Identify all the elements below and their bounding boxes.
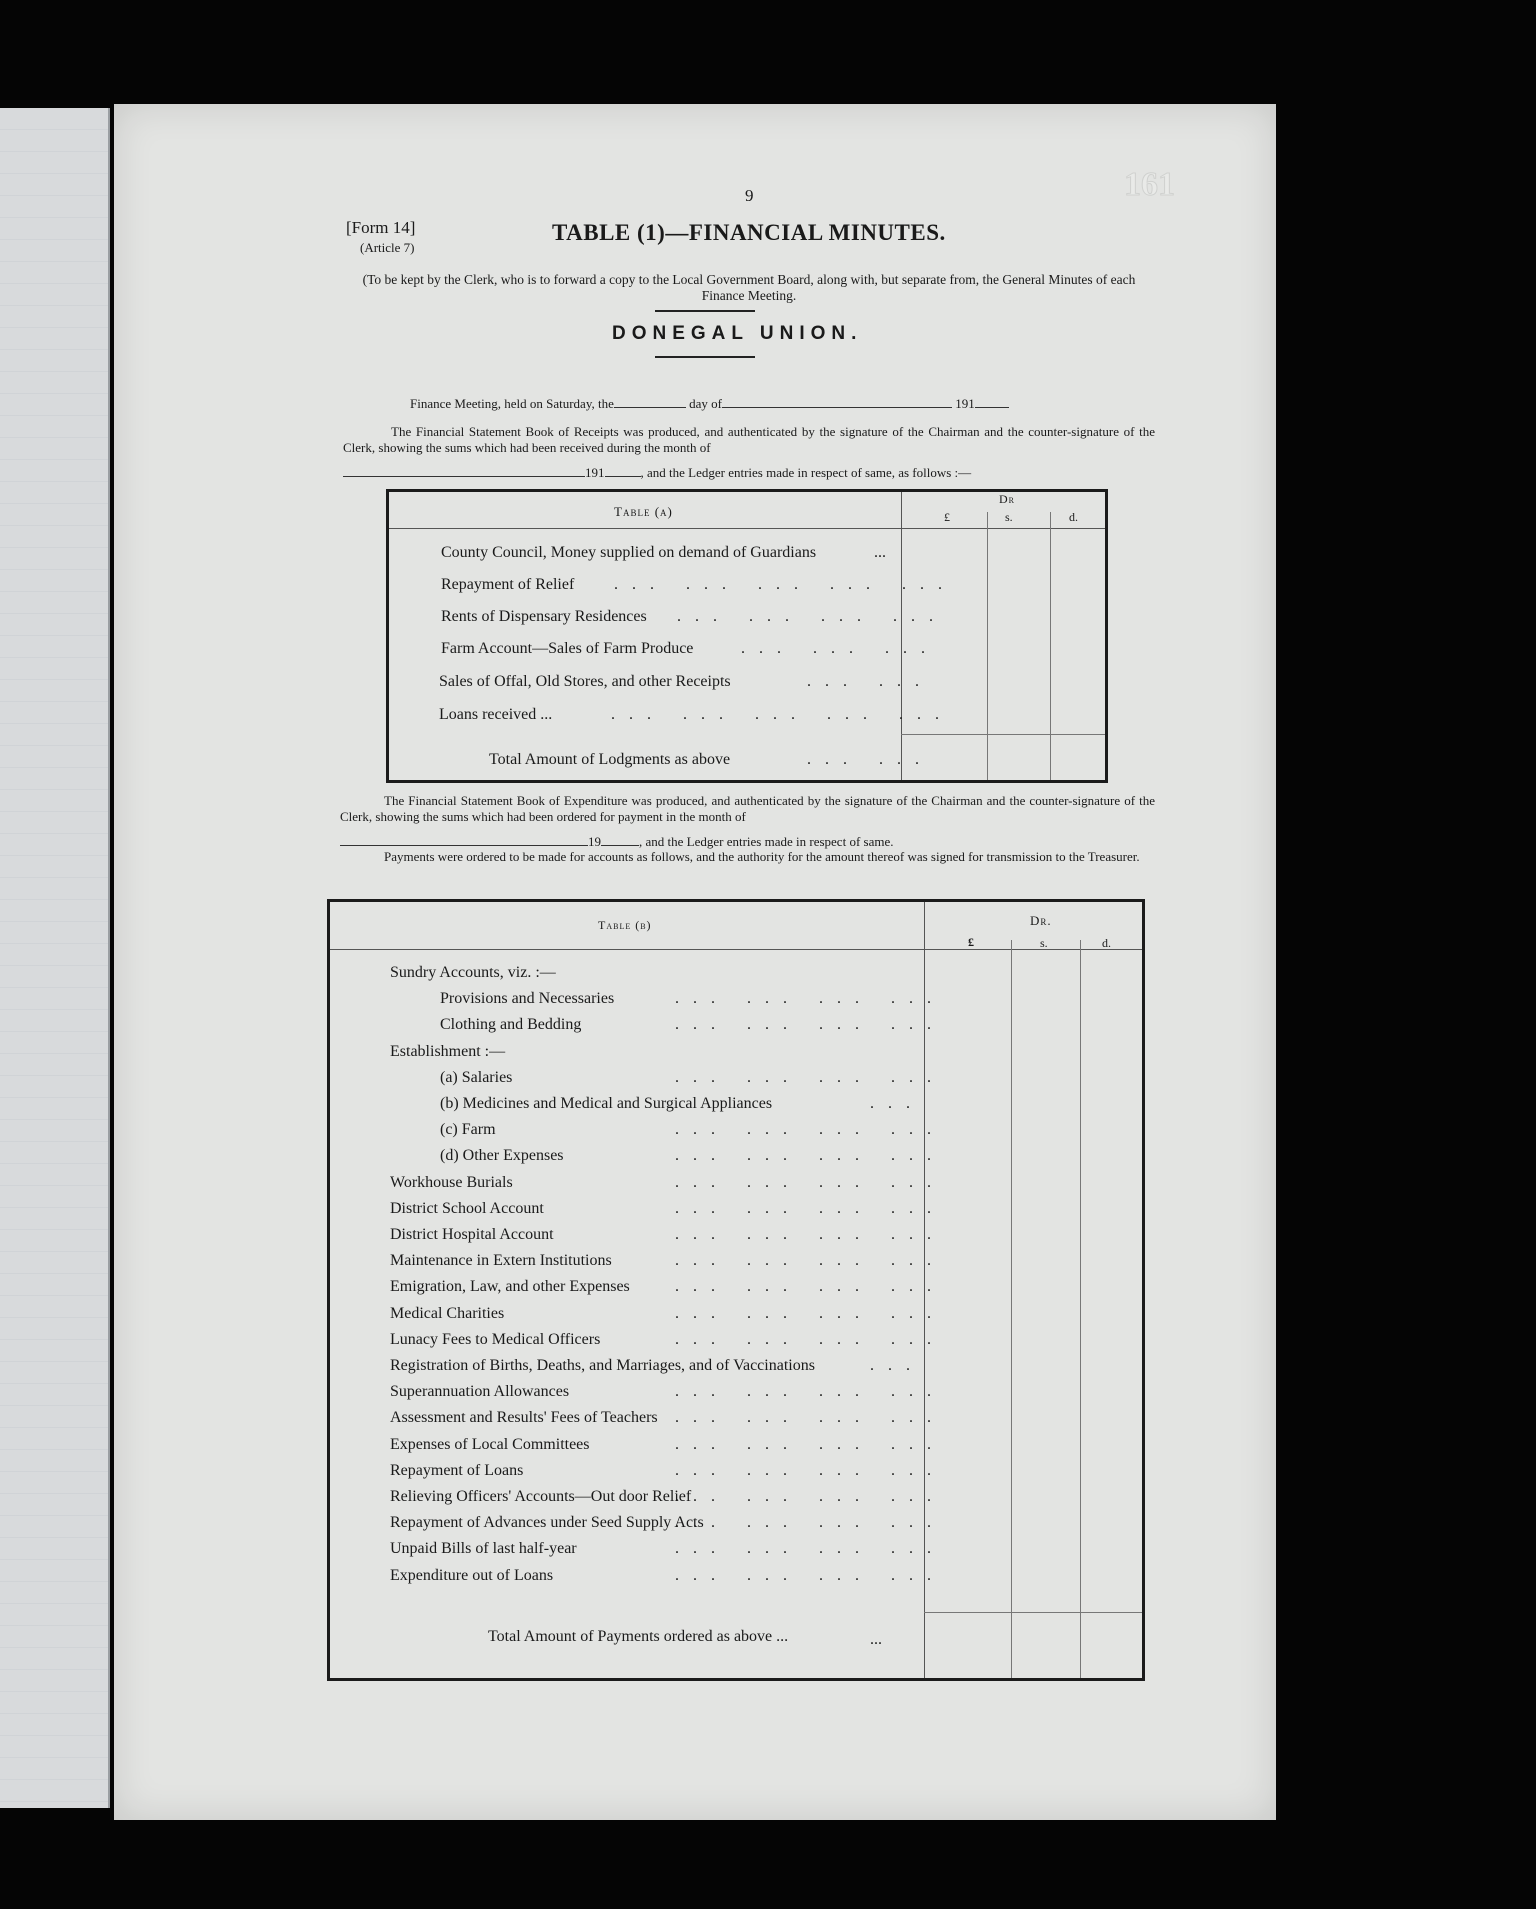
leader-dots: ... ... ... ... bbox=[675, 1331, 945, 1348]
leader-dots: ... ... ... ... ... bbox=[611, 706, 953, 723]
year-text: 19 bbox=[588, 834, 601, 849]
leader-dots: ... ... ... ... bbox=[675, 1305, 945, 1322]
day-blank[interactable] bbox=[614, 397, 686, 408]
table-row: (d) Other Expenses bbox=[440, 1147, 564, 1164]
leader-dots: ... ... ... ... bbox=[675, 1383, 945, 1400]
table-row: Rents of Dispensary Residences bbox=[441, 608, 647, 625]
shillings-header: s. bbox=[1005, 510, 1013, 524]
table-a bbox=[386, 489, 1108, 783]
table-row: Superannuation Allowances bbox=[390, 1383, 570, 1400]
table-a-total-rule bbox=[901, 734, 1105, 735]
leader-dots: ... ... bbox=[807, 751, 933, 768]
leader-dots: ... ... ... ... bbox=[675, 1436, 945, 1453]
month-blank[interactable] bbox=[722, 397, 952, 408]
table-row: Expenses of Local Committees bbox=[390, 1436, 590, 1453]
leader-dots: ... bbox=[874, 544, 886, 561]
table-a-header-rule bbox=[389, 528, 1105, 529]
leader-dots: ... ... ... ... bbox=[675, 1462, 945, 1479]
table-row: District School Account bbox=[390, 1200, 544, 1217]
facing-page bbox=[0, 108, 110, 1808]
leader-dots: ... bbox=[870, 1631, 882, 1648]
leader-dots: ... ... ... ... bbox=[677, 608, 947, 625]
table-row: (b) Medicines and Medical and Surgical Appliances bbox=[440, 1095, 773, 1112]
shillings-header: s. bbox=[1040, 936, 1048, 950]
table-b-label: Table (b) bbox=[598, 918, 652, 932]
table-row: Unpaid Bills of last half-year bbox=[390, 1540, 577, 1557]
table-row: Repayment of Relief bbox=[441, 576, 575, 593]
table-b-col-rule-s bbox=[1011, 940, 1012, 1678]
table-b-total: Total Amount of Payments ordered as above ... bbox=[488, 1628, 789, 1645]
leader-dots: ... ... ... ... bbox=[675, 990, 945, 1007]
leader-dots: ... ... ... ... bbox=[675, 1278, 945, 1295]
leader-dots: ... bbox=[870, 1095, 924, 1112]
table-row: County Council, Money supplied on demand of Guardians bbox=[441, 544, 817, 561]
leader-dots: ... ... ... ... bbox=[675, 1252, 945, 1269]
receipt-year-blank[interactable] bbox=[605, 466, 641, 477]
pounds-header: £ bbox=[968, 935, 974, 949]
leader-dots: ... ... bbox=[807, 673, 933, 690]
article-label: (Article 7) bbox=[360, 240, 415, 255]
expenditure-paragraph: The Financial Statement Book of Expenditure was produced, and authenticated by the signature of the Chairman and the counter-signature of the Clerk, showing the sums which had been ordered for payment in the month of bbox=[340, 793, 1155, 824]
leader-dots: ... ... ... ... ... bbox=[614, 576, 956, 593]
table-row: Sales of Offal, Old Stores, and other Receipts bbox=[439, 673, 731, 690]
leader-dots: ... ... ... ... bbox=[675, 1016, 945, 1033]
receipts-end-text: , and the Ledger entries made in respect of same, as follows :— bbox=[640, 465, 972, 480]
form-label: [Form 14] bbox=[346, 218, 416, 237]
table-row: Workhouse Burials bbox=[390, 1174, 513, 1191]
table-b-col-rule-d bbox=[1080, 940, 1081, 1678]
table-row: Provisions and Necessaries bbox=[440, 990, 615, 1007]
leader-dots: ... ... ... ... bbox=[675, 1488, 945, 1505]
meeting-line bbox=[410, 396, 1009, 412]
leader-dots: ... ... ... ... bbox=[675, 1200, 945, 1217]
page-title: TABLE (1)—FINANCIAL MINUTES. bbox=[552, 220, 946, 245]
stamp-mark: 161 bbox=[1124, 166, 1175, 203]
leader-dots: ... bbox=[870, 1357, 924, 1374]
leader-dots: ... ... ... ... bbox=[675, 1226, 945, 1243]
leader-dots: ... ... ... ... bbox=[675, 1174, 945, 1191]
table-b bbox=[327, 899, 1145, 1681]
leader-dots: ... ... ... ... bbox=[675, 1121, 945, 1138]
table-row: (c) Farm bbox=[440, 1121, 496, 1138]
table-row: Assessment and Results' Fees of Teachers bbox=[390, 1409, 658, 1426]
receipt-month-blank[interactable] bbox=[343, 466, 585, 477]
expenditure-end-text: , and the Ledger entries made in respect of same. bbox=[639, 834, 894, 849]
divider bbox=[655, 310, 755, 312]
table-row: Maintenance in Extern Institutions bbox=[390, 1252, 612, 1269]
leader-dots: ... ... ... bbox=[741, 640, 939, 657]
leader-dots: ... ... ... ... bbox=[675, 1069, 945, 1086]
table-row: Lunacy Fees to Medical Officers bbox=[390, 1331, 601, 1348]
table-row: Establishment :— bbox=[390, 1043, 506, 1060]
payments-paragraph: Payments were ordered to be made for accounts as follows, and the authority for the amount thereof was signed for transmission to the Treasurer. bbox=[384, 849, 1140, 864]
meeting-text-1: Finance Meeting, held on Saturday, the bbox=[410, 396, 614, 411]
page-number: 9 bbox=[745, 186, 754, 205]
table-row: Farm Account—Sales of Farm Produce bbox=[441, 640, 694, 657]
table-a-col-rule bbox=[901, 492, 902, 780]
instruction-text: (To be kept by the Clerk, who is to forward a copy to the Local Government Board, along with, but separate from, the General Minutes of each Finance Meeting. bbox=[362, 272, 1136, 303]
expenditure-paragraph-end bbox=[340, 834, 893, 850]
table-a-col-rule-s bbox=[987, 512, 988, 780]
table-row: Expenditure out of Loans bbox=[390, 1567, 554, 1584]
year-text: 191 bbox=[585, 465, 605, 480]
table-b-total-rule bbox=[924, 1612, 1142, 1613]
table-row: Loans received ... bbox=[439, 706, 553, 723]
pence-header: d. bbox=[1102, 936, 1111, 950]
table-a-label: Table (a) bbox=[614, 504, 673, 519]
meeting-text-3: 191 bbox=[955, 396, 975, 411]
leader-dots: ... ... ... ... bbox=[675, 1409, 945, 1426]
union-heading: DONEGAL UNION. bbox=[612, 323, 863, 344]
meeting-text-2: day of bbox=[689, 396, 722, 411]
leader-dots: ... ... ... ... bbox=[675, 1147, 945, 1164]
table-row: Clothing and Bedding bbox=[440, 1016, 582, 1033]
table-a-col-rule-d bbox=[1050, 512, 1051, 780]
table-row: Emigration, Law, and other Expenses bbox=[390, 1278, 630, 1295]
leader-dots: ... ... ... ... bbox=[675, 1540, 945, 1557]
table-a-dr: Dr bbox=[999, 492, 1016, 506]
receipts-paragraph: The Financial Statement Book of Receipts was produced, and authenticated by the signature of the Chairman and the counter-signature of the Clerk, showing the sums which had been received during the month of bbox=[343, 424, 1155, 455]
table-row: Relieving Officers' Accounts—Out door Relief bbox=[390, 1488, 692, 1505]
leader-dots: ... ... ... ... bbox=[675, 1567, 945, 1584]
table-a-total: Total Amount of Lodgments as above bbox=[489, 751, 731, 768]
table-row: Medical Charities bbox=[390, 1305, 505, 1322]
table-row: Sundry Accounts, viz. :— bbox=[390, 964, 556, 981]
table-row: Repayment of Loans bbox=[390, 1462, 524, 1479]
receipts-paragraph-end bbox=[343, 465, 971, 481]
table-b-header-rule bbox=[330, 949, 1142, 950]
pounds-header: £ bbox=[944, 510, 950, 524]
table-row: (a) Salaries bbox=[440, 1069, 513, 1086]
table-row: Registration of Births, Deaths, and Marriages, and of Vaccinations bbox=[390, 1357, 815, 1374]
divider bbox=[655, 356, 755, 358]
expenditure-year-blank[interactable] bbox=[601, 835, 639, 846]
table-row: Repayment of Advances under Seed Supply Acts bbox=[390, 1514, 704, 1531]
table-b-dr: Dr. bbox=[1030, 913, 1052, 928]
pence-header: d. bbox=[1069, 510, 1078, 524]
table-row: District Hospital Account bbox=[390, 1226, 554, 1243]
year-blank[interactable] bbox=[975, 397, 1009, 408]
expenditure-month-blank[interactable] bbox=[340, 835, 588, 846]
leader-dots: ... ... ... ... bbox=[675, 1514, 945, 1531]
